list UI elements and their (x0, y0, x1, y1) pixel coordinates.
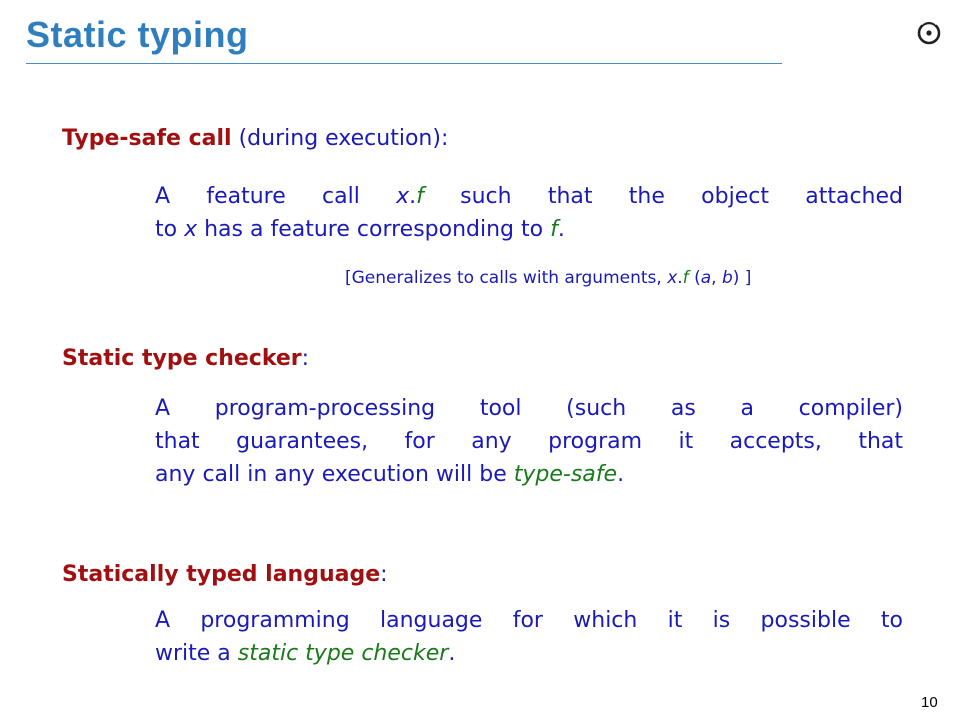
title-underline (26, 63, 782, 64)
definition-line (155, 637, 903, 670)
text: such that the object attached (423, 184, 903, 209)
text: to (155, 217, 185, 242)
text: write a (155, 641, 238, 666)
text: . (557, 217, 565, 242)
code-b: b (721, 268, 733, 288)
eiffel-logo-icon (915, 18, 943, 46)
text: [Generalizes to calls with arguments, (345, 268, 668, 288)
generalization-note (345, 268, 751, 288)
text: has a feature corresponding to (197, 217, 551, 242)
text: ) ] (732, 268, 752, 288)
term-label: Statically typed language (62, 562, 381, 587)
text: A feature call (155, 184, 397, 209)
code-f: f (682, 268, 689, 288)
definition-line (155, 458, 903, 491)
slide-title: Static typing (26, 14, 249, 55)
term-suffix: (during execution): (231, 126, 449, 151)
code-f: f (416, 184, 424, 209)
definition-line: A programming language for which it is possible to (155, 608, 903, 633)
text: . (617, 462, 625, 487)
definition-line (155, 180, 903, 213)
text: ( (688, 268, 701, 288)
code-a: a (700, 268, 712, 288)
term-label: Static type checker (62, 346, 302, 371)
text: . (677, 268, 683, 288)
code-f: f (550, 217, 558, 242)
emphasis: static type checker (237, 641, 449, 666)
definition-line (155, 213, 903, 246)
term-suffix: : (301, 346, 310, 371)
text: . (409, 184, 417, 209)
code-x: x (184, 217, 198, 242)
code-x: x (396, 184, 410, 209)
text: any call in any execution will be (155, 462, 514, 487)
definition-type-safe-call (155, 180, 903, 246)
term-statically-typed-language (62, 562, 388, 587)
page-number: 10 (921, 694, 938, 711)
term-label: Type-safe call (62, 126, 232, 151)
definition-line: that guarantees, for any program it accepts, that (155, 429, 903, 454)
text: . (448, 641, 456, 666)
term-suffix: : (380, 562, 388, 587)
definition-line: A program-processing tool (such as a compiler) (155, 396, 903, 421)
term-type-safe-call (62, 126, 448, 151)
code-x: x (667, 268, 678, 288)
definition-static-type-checker (155, 392, 903, 491)
emphasis: type-safe (513, 462, 618, 487)
definition-statically-typed-language (155, 604, 903, 670)
term-static-type-checker (62, 346, 309, 371)
text: , (711, 268, 722, 288)
